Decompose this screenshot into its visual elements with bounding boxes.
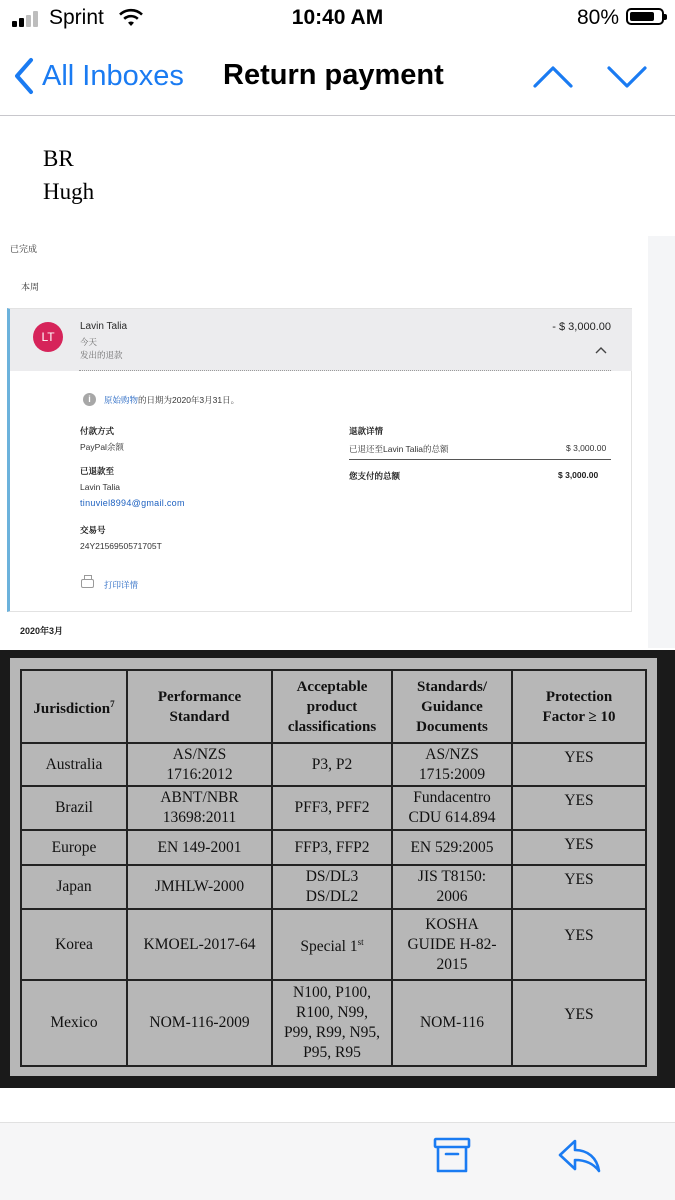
cell-line: Fundacentro (413, 789, 491, 806)
cell-jurisdiction: Japan (21, 865, 127, 909)
bottom-toolbar (0, 1122, 675, 1200)
transaction-amount: - $ 3,000.00 (552, 321, 611, 333)
refunded-to-email: tinuviel8994@gmail.com (80, 498, 185, 508)
total-paid-label: 您支付的总额 (349, 471, 401, 481)
table-row (21, 909, 646, 980)
refund-line-label: 已退还至Lavin Talia的总额 (349, 444, 449, 454)
table-row (21, 865, 646, 909)
battery-percent: 80% (576, 6, 619, 29)
cell-line: GUIDE H-82- (407, 935, 497, 953)
cell-line: KOSHA (425, 915, 479, 933)
navigation-bar (0, 40, 675, 116)
cell-line: N100, P100, (293, 984, 371, 1001)
screenshot-gutter (648, 236, 675, 648)
cell-documents (392, 786, 512, 830)
table-row (21, 980, 646, 1066)
table-row (21, 743, 646, 786)
signature-line: Hugh (43, 179, 95, 204)
next-message-button[interactable] (606, 64, 648, 90)
cell-protection: YES (512, 743, 646, 786)
transaction-id-label: 交易号 (80, 525, 106, 535)
table-row (21, 786, 646, 830)
cell-line: 2006 (436, 888, 468, 905)
cell-standard (127, 743, 272, 786)
cell-line: P3, P2 (311, 755, 353, 773)
cell-line: EN 149-2001 (157, 838, 242, 856)
cell-documents (392, 743, 512, 786)
purchase-notice (104, 394, 239, 406)
chevron-up-icon (595, 346, 607, 354)
header-line: product (306, 698, 358, 715)
cell-classifications (272, 865, 392, 909)
previous-message-button[interactable] (532, 64, 574, 90)
header-line: Factor ≥ 10 (542, 708, 616, 725)
refunded-to-name: Lavin Talia (80, 482, 121, 492)
transaction-card (7, 308, 632, 612)
cell-protection: YES (512, 830, 646, 865)
cell-standard (127, 786, 272, 830)
total-paid-amount: $ 3,000.00 (558, 470, 599, 480)
printer-icon (81, 579, 94, 588)
clock: 10:40 AM (291, 6, 384, 29)
cell-documents (392, 980, 512, 1066)
this-week-label: 本周 (21, 282, 40, 292)
info-icon: i (83, 393, 96, 406)
cell-line: R100, N99, (296, 1004, 368, 1021)
divider (349, 459, 611, 460)
cell-protection: YES (512, 786, 646, 830)
battery-icon (626, 8, 664, 25)
cell-protection: YES (512, 909, 646, 980)
header-protection (512, 670, 646, 743)
header-line: Documents (416, 718, 488, 735)
cell-line: NOM-116 (419, 1014, 484, 1031)
cell-line: DS/DL2 (305, 888, 359, 905)
cell-line: JMHLW-2000 (154, 878, 245, 895)
transaction-type: 发出的退款 (80, 350, 123, 360)
avatar: LT (33, 322, 63, 352)
cell-line: Special 1 (300, 938, 358, 956)
back-button[interactable] (14, 54, 184, 98)
header-acceptable (272, 670, 392, 743)
cell-documents (392, 909, 512, 980)
cell-line: DS/DL3 (305, 868, 359, 885)
header-line: Performance (157, 688, 242, 705)
purchase-notice-text: 的日期为2020年3月31日。 (138, 395, 240, 405)
cell-standard (127, 830, 272, 865)
cell-jurisdiction: Brazil (21, 786, 127, 830)
reply-icon[interactable] (557, 1137, 603, 1175)
status-label: 已完成 (10, 244, 38, 254)
table-header-row (21, 670, 646, 743)
cell-jurisdiction: Europe (21, 830, 127, 865)
cell-line: PFF3, PFF2 (294, 799, 370, 816)
header-line: Acceptable (296, 678, 368, 695)
respirator-standards-table (20, 669, 647, 1067)
header-line: Standard (169, 708, 230, 725)
payment-method-label: 付款方式 (80, 426, 115, 436)
header-line: Guidance (421, 698, 483, 715)
transaction-id: 24Y2156950571705T (80, 541, 162, 551)
cell-line: 2015 (436, 955, 468, 973)
cell-documents (392, 865, 512, 909)
header-line: classifications (287, 718, 377, 735)
status-bar (0, 0, 675, 38)
header-line: Standards/ (416, 678, 488, 695)
cell-line: P99, R99, N95, (283, 1024, 381, 1041)
archive-icon[interactable] (433, 1136, 471, 1174)
paypal-screenshot-image (0, 236, 675, 648)
header-standards (392, 670, 512, 743)
cell-line: CDU 614.894 (408, 809, 496, 826)
cell-standard (127, 980, 272, 1066)
back-button-label: All Inboxes (42, 59, 184, 92)
cell-classifications (272, 786, 392, 830)
cell-classifications (272, 980, 392, 1066)
email-signature (43, 142, 94, 208)
table-row (21, 830, 646, 865)
chevron-left-icon (14, 57, 34, 95)
cell-classifications (272, 909, 392, 980)
cell-line: FFP3, FFP2 (294, 838, 370, 856)
page-title: Return payment (223, 59, 444, 91)
cell-line: KMOEL-2017-64 (143, 935, 256, 953)
original-purchase-link: 原始购物 (104, 395, 139, 405)
footnote-marker: 7 (110, 699, 115, 709)
month-label: 2020年3月 (20, 626, 64, 636)
cell-line: 1715:2009 (418, 765, 486, 783)
cell-jurisdiction: Mexico (21, 980, 127, 1066)
cell-jurisdiction: Australia (21, 743, 127, 786)
header-performance (127, 670, 272, 743)
payment-method-value: PayPal余额 (80, 442, 124, 452)
cell-protection: YES (512, 865, 646, 909)
cell-standard (127, 909, 272, 980)
refund-line-amount: $ 3,000.00 (566, 443, 607, 453)
carrier-name: Sprint (49, 6, 104, 29)
transaction-header (10, 309, 632, 371)
header-jurisdiction (21, 670, 127, 743)
refund-details-label: 退款详情 (349, 426, 384, 436)
ordinal-suffix: st (357, 936, 364, 947)
table-background (10, 658, 657, 1076)
cell-line: JIS T8150: (417, 868, 487, 885)
cell-classifications (272, 743, 392, 786)
transaction-date: 今天 (80, 337, 98, 347)
cell-standard (127, 865, 272, 909)
cell-line: P95, R95 (303, 1044, 361, 1061)
cell-line: 1716:2012 (166, 765, 233, 783)
cell-line: 13698:2011 (162, 809, 237, 826)
refunded-to-label: 已退款至 (80, 466, 115, 476)
print-details-link: 打印详情 (104, 580, 139, 590)
cell-line: AS/NZS (425, 745, 479, 763)
header-jurisdiction-text: Jurisdiction (33, 701, 111, 717)
divider (79, 370, 611, 371)
cell-line: NOM-116-2009 (149, 1014, 250, 1031)
header-line: Protection (545, 688, 613, 705)
battery-level (630, 12, 654, 21)
cell-documents (392, 830, 512, 865)
cell-protection: YES (512, 980, 646, 1066)
cell-line: AS/NZS (172, 745, 227, 763)
standards-table-image (0, 650, 675, 1088)
cell-line: EN 529:2005 (410, 838, 494, 856)
payee-name: Lavin Talia (80, 321, 128, 332)
cell-classifications (272, 830, 392, 865)
signature-line: BR (43, 146, 74, 171)
cell-jurisdiction: Korea (21, 909, 127, 980)
cell-line: ABNT/NBR (160, 789, 239, 806)
